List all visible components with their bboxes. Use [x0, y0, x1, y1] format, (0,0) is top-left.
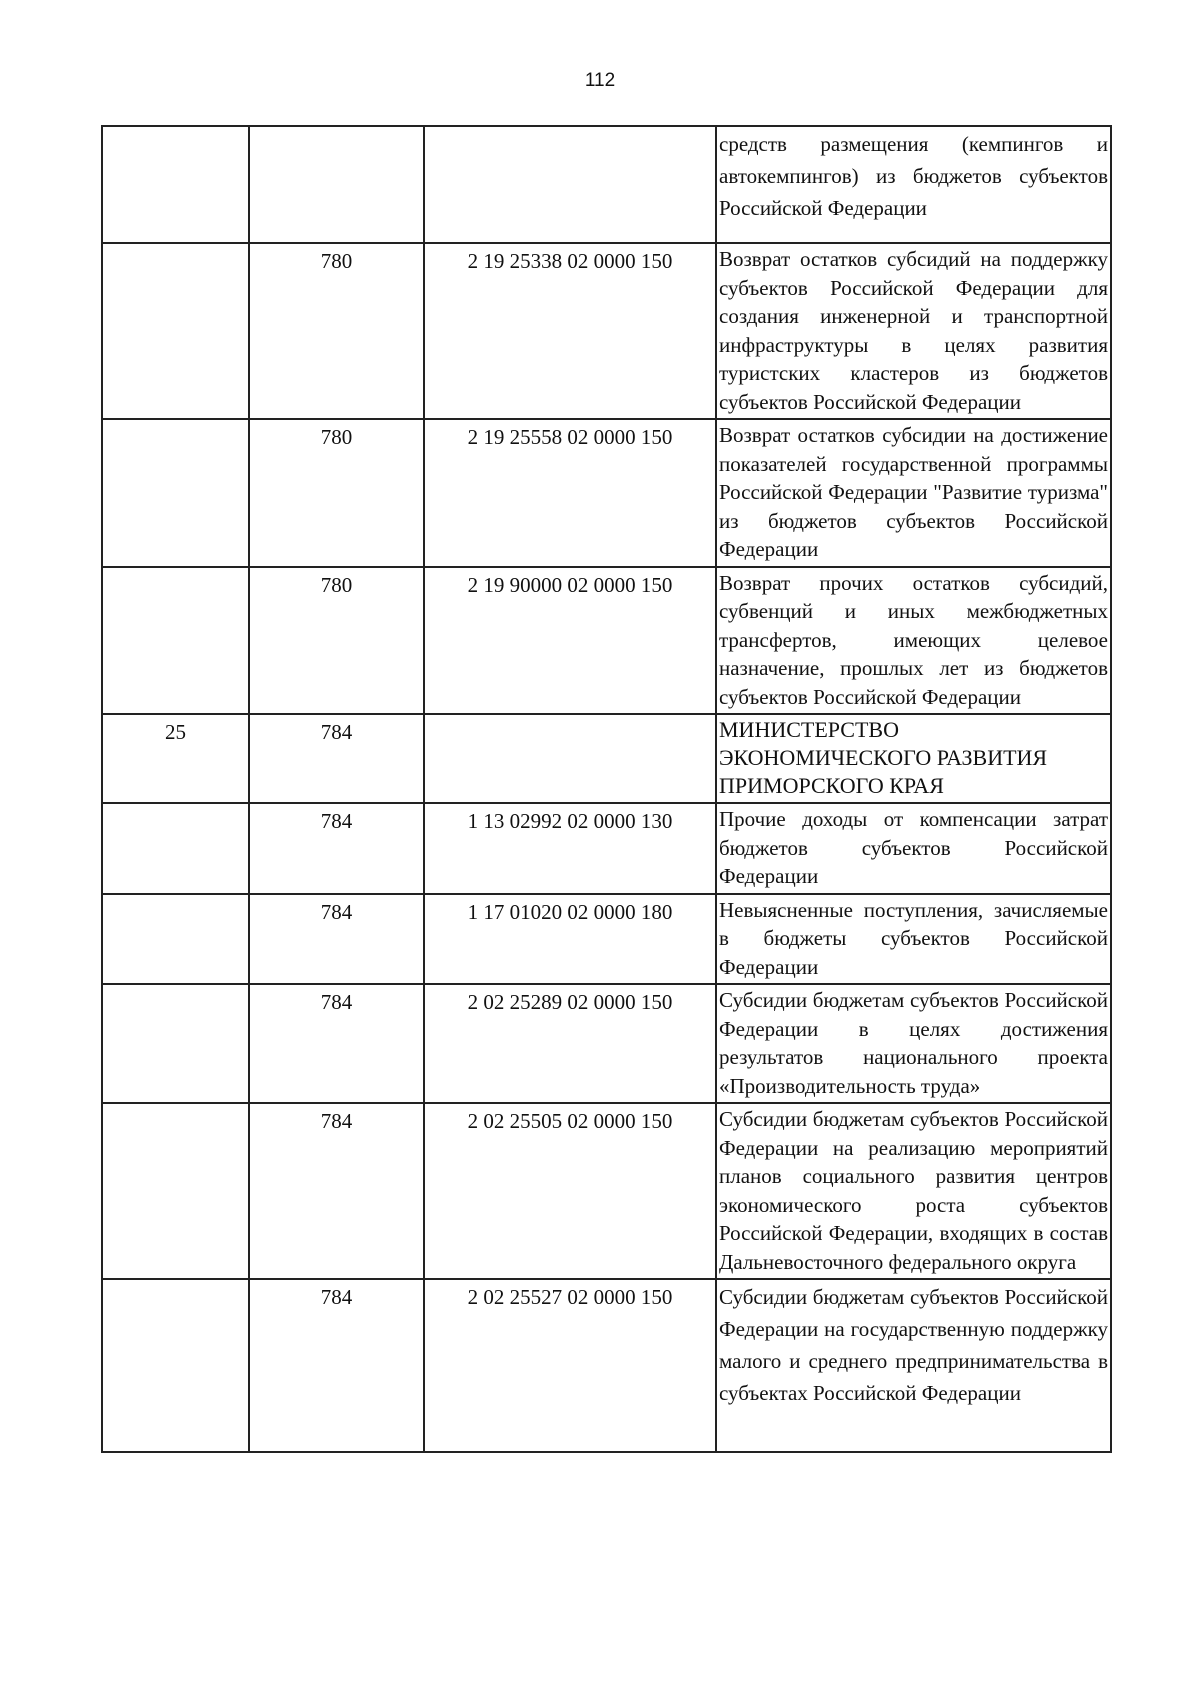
- row-number-cell: [102, 243, 249, 419]
- admin-code-cell: 780: [249, 243, 424, 419]
- table-row: [102, 803, 1111, 894]
- admin-code-cell: 784: [249, 1279, 424, 1452]
- row-number-cell: [102, 1279, 249, 1452]
- table-row: [102, 567, 1111, 715]
- income-name-cell: Возврат остатков субсидии на достижение показателей государственной программы Российской Федерации "Развитие туризма" из бюджетов субъектов Российской Федерации: [716, 419, 1111, 567]
- table-row: [102, 1103, 1111, 1279]
- admin-code-cell: 784: [249, 1103, 424, 1279]
- table-row: [102, 1279, 1111, 1452]
- row-number-cell: 25: [102, 714, 249, 803]
- table-row: [102, 984, 1111, 1103]
- classification-code-cell: 1 13 02992 02 0000 130: [424, 803, 716, 894]
- row-number-cell: [102, 126, 249, 243]
- classification-code-cell: 2 02 25289 02 0000 150: [424, 984, 716, 1103]
- admin-code-cell: 780: [249, 419, 424, 567]
- classification-code-cell: 2 19 90000 02 0000 150: [424, 567, 716, 715]
- classification-code-cell: [424, 126, 716, 243]
- classification-code-cell: 2 02 25505 02 0000 150: [424, 1103, 716, 1279]
- admin-code-cell: 780: [249, 567, 424, 715]
- income-name-cell: средств размещения (кемпингов и автокемпингов) из бюджетов субъектов Российской Федерации: [716, 126, 1111, 243]
- row-number-cell: [102, 803, 249, 894]
- classification-code-cell: 2 19 25558 02 0000 150: [424, 419, 716, 567]
- row-number-cell: [102, 419, 249, 567]
- table-row: [102, 243, 1111, 419]
- row-number-cell: [102, 567, 249, 715]
- table-row: [102, 894, 1111, 985]
- admin-code-cell: 784: [249, 894, 424, 985]
- row-number-cell: [102, 894, 249, 985]
- classification-code-cell: 2 02 25527 02 0000 150: [424, 1279, 716, 1452]
- table-row: [102, 419, 1111, 567]
- income-name-cell: Субсидии бюджетам субъектов Российской Федерации на государственную поддержку малого и среднего предпринимательства в субъектах Российской Федерации: [716, 1279, 1111, 1452]
- income-name-cell: Прочие доходы от компенсации затрат бюджетов субъектов Российской Федерации: [716, 803, 1111, 894]
- table-row: [102, 126, 1111, 243]
- classification-code-cell: [424, 714, 716, 803]
- income-name-cell: Субсидии бюджетам субъектов Российской Федерации в целях достижения результатов национального проекта «Производительность труда»: [716, 984, 1111, 1103]
- admin-code-cell: 784: [249, 714, 424, 803]
- table-row: [102, 714, 1111, 803]
- income-name-cell: Возврат остатков субсидий на поддержку субъектов Российской Федерации для создания инженерной и транспортной инфраструктуры в целях развития туристских кластеров из бюджетов субъектов Российской Федерации: [716, 243, 1111, 419]
- row-number-cell: [102, 1103, 249, 1279]
- page-number: 112: [584, 70, 616, 91]
- ministry-heading-cell: МИНИСТЕРСТВО ЭКОНОМИЧЕСКОГО РАЗВИТИЯ ПРИМОРСКОГО КРАЯ: [716, 714, 1111, 803]
- income-name-cell: Невыясненные поступления, зачисляемые в бюджеты субъектов Российской Федерации: [716, 894, 1111, 985]
- classification-code-cell: 2 19 25338 02 0000 150: [424, 243, 716, 419]
- admin-code-cell: 784: [249, 803, 424, 894]
- admin-code-cell: 784: [249, 984, 424, 1103]
- income-name-cell: Возврат прочих остатков субсидий, субвенций и иных межбюджетных трансфертов, имеющих целевое назначение, прошлых лет из бюджетов субъектов Российской Федерации: [716, 567, 1111, 715]
- admin-code-cell: [249, 126, 424, 243]
- budget-table: [101, 125, 1112, 1453]
- income-name-cell: Субсидии бюджетам субъектов Российской Федерации на реализацию мероприятий планов социального развития центров экономического роста субъектов Российской Федерации, входящих в состав Дальневосточного федерального округа: [716, 1103, 1111, 1279]
- classification-code-cell: 1 17 01020 02 0000 180: [424, 894, 716, 985]
- row-number-cell: [102, 984, 249, 1103]
